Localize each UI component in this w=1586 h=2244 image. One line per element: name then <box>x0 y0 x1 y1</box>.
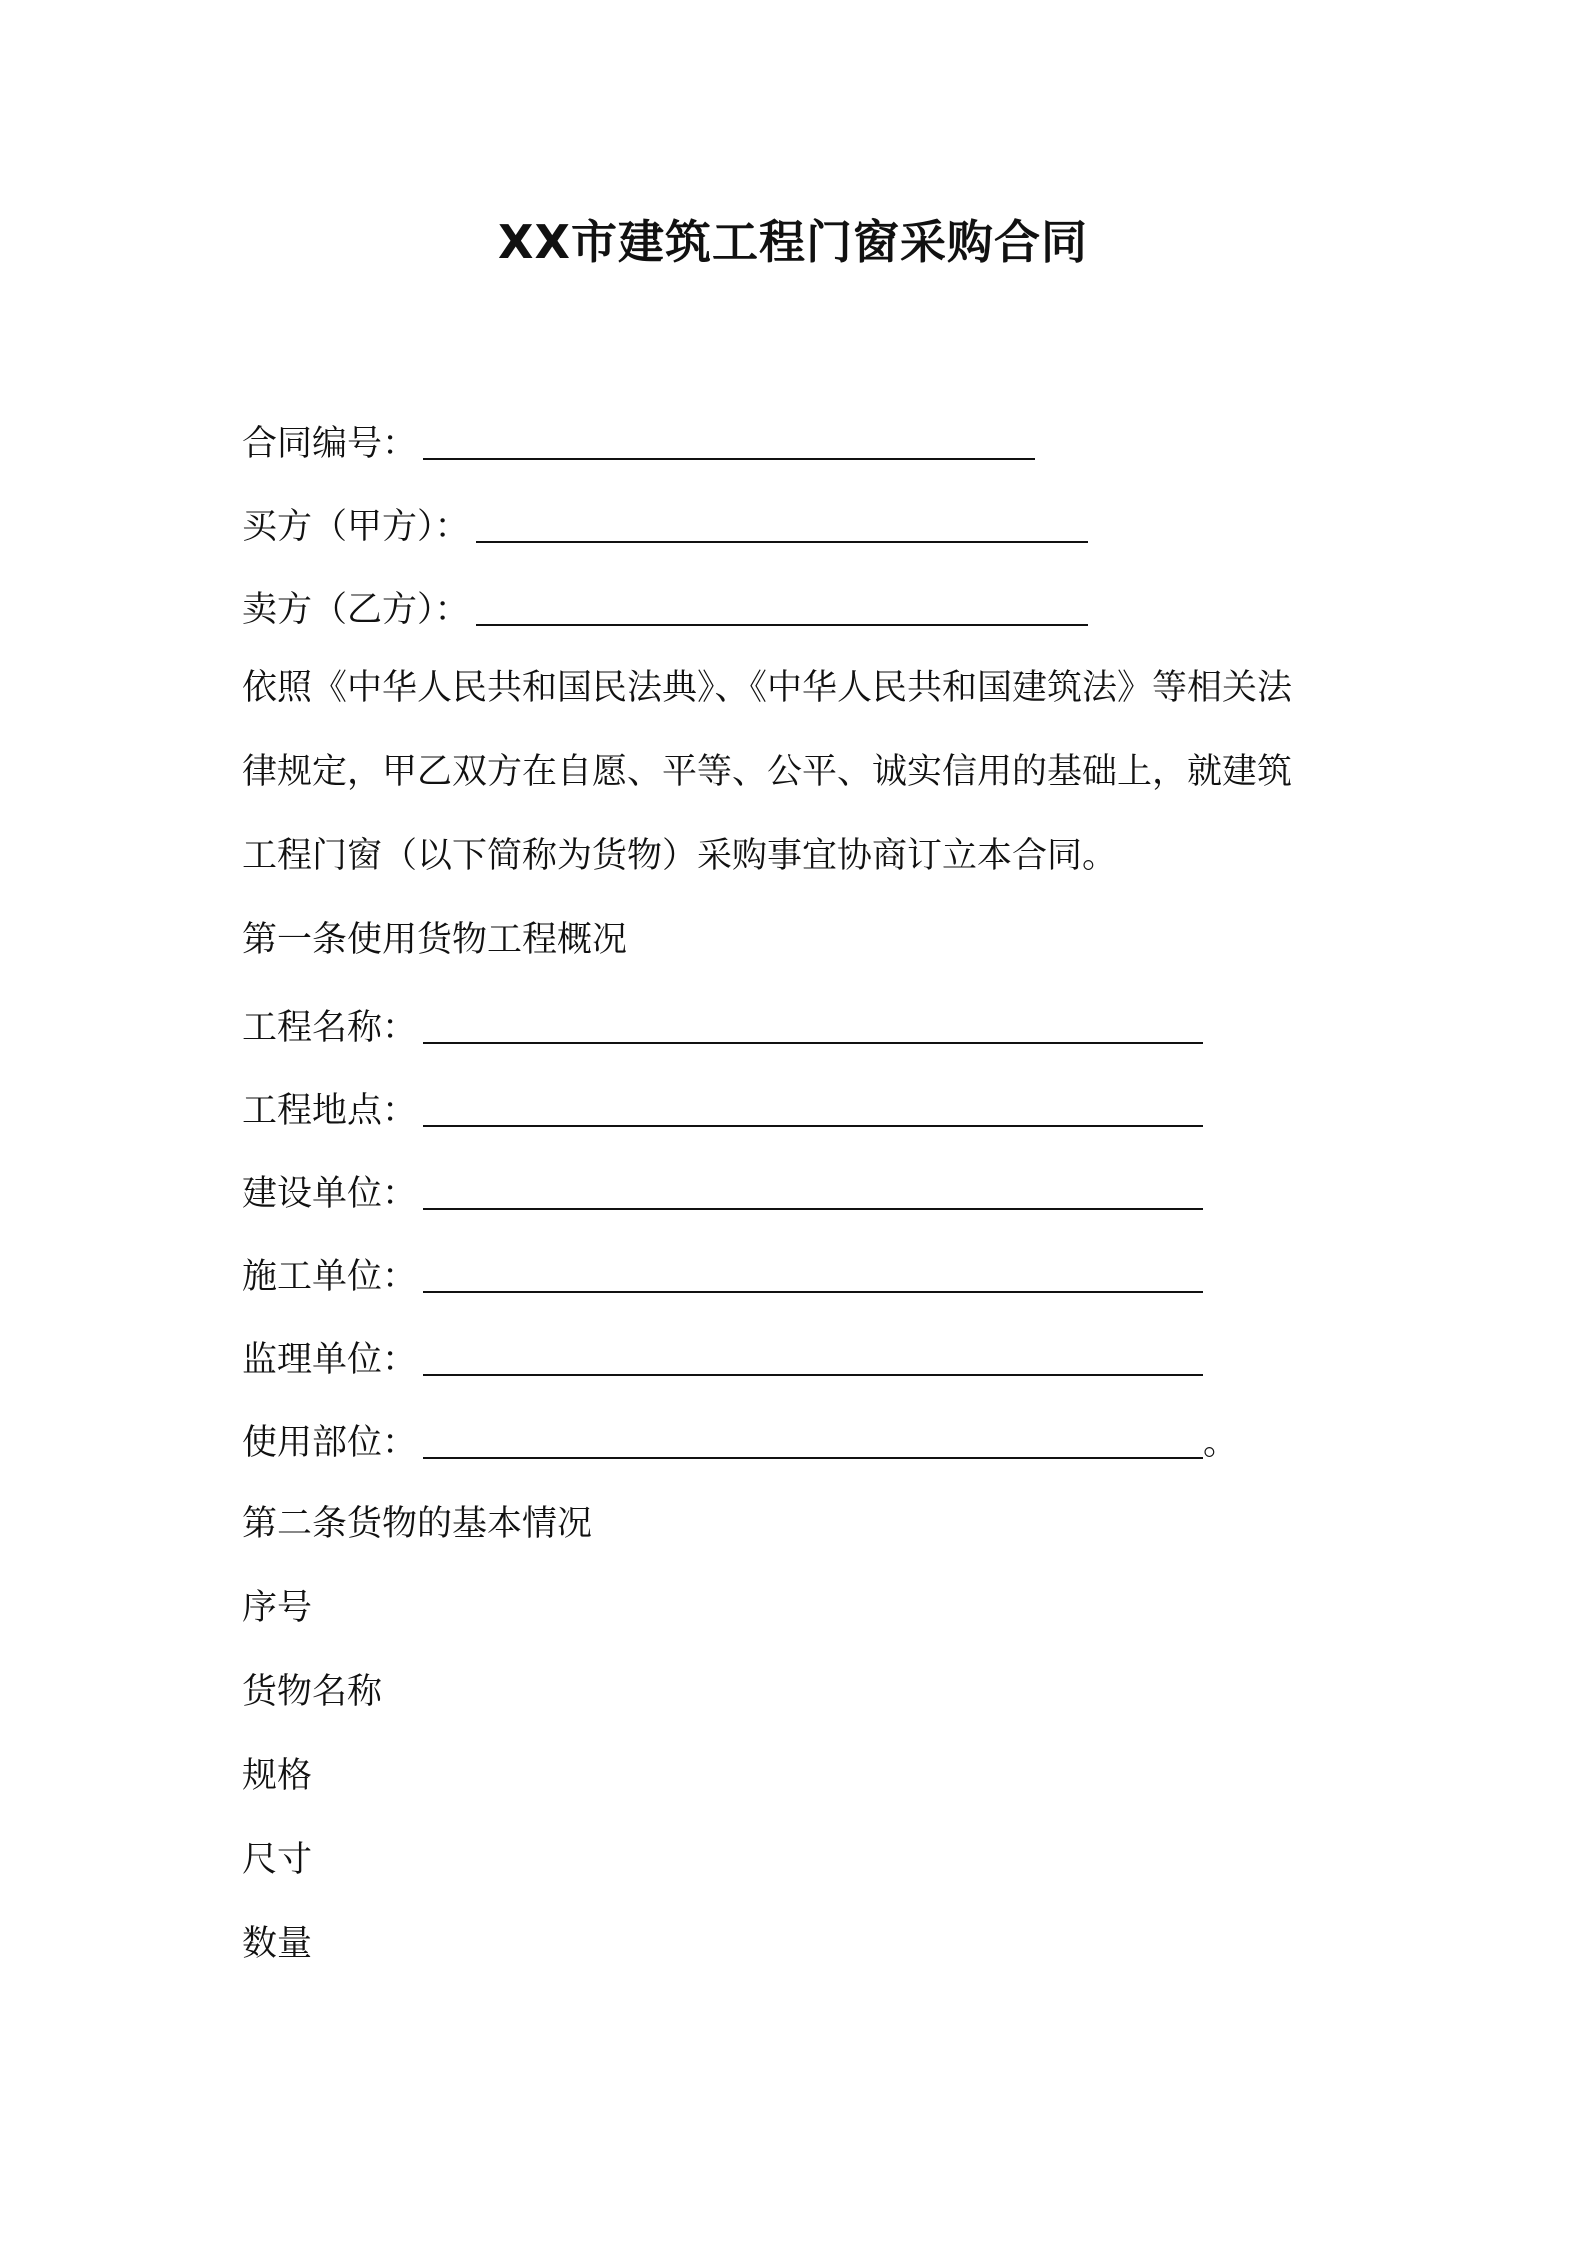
seller-blank[interactable] <box>476 594 1088 626</box>
project-location-blank[interactable] <box>423 1095 1203 1127</box>
goods-item-size: 尺寸 <box>242 1840 313 1880</box>
goods-item-name: 货物名称 <box>242 1672 383 1712</box>
construction-unit-label: 建设单位： <box>242 1174 418 1214</box>
seller-field <box>242 586 1088 634</box>
intro-line-1: 依照《中华人民共和国民法典》、《中华人民共和国建筑法》等相关法 <box>242 668 1293 708</box>
builder-unit-field <box>242 1253 1203 1301</box>
article2-heading: 第二条货物的基本情况 <box>242 1504 593 1544</box>
usage-location-blank[interactable] <box>423 1427 1203 1459</box>
usage-location-field <box>242 1419 1238 1467</box>
project-location-field <box>242 1087 1203 1135</box>
document-title: XX市建筑工程门窗采购合同 <box>498 215 1088 269</box>
supervision-unit-blank[interactable] <box>423 1344 1203 1376</box>
construction-unit-field <box>242 1170 1203 1218</box>
article1-heading: 第一条使用货物工程概况 <box>242 920 628 960</box>
goods-item-quantity: 数量 <box>242 1924 313 1964</box>
goods-item-spec: 规格 <box>242 1756 313 1796</box>
project-name-field <box>242 1004 1203 1052</box>
supervision-unit-label: 监理单位： <box>242 1340 418 1380</box>
contract-number-label: 合同编号： <box>242 424 418 464</box>
contract-number-field <box>242 420 1035 468</box>
buyer-field <box>242 503 1088 551</box>
project-name-label: 工程名称： <box>242 1008 418 1048</box>
usage-location-label: 使用部位： <box>242 1423 418 1463</box>
builder-unit-blank[interactable] <box>423 1261 1203 1293</box>
contract-number-blank[interactable] <box>423 428 1035 460</box>
intro-line-3: 工程门窗（以下简称为货物）采购事宜协商订立本合同。 <box>242 836 1118 876</box>
project-location-label: 工程地点： <box>242 1091 418 1131</box>
construction-unit-blank[interactable] <box>423 1178 1203 1210</box>
goods-item-serial: 序号 <box>242 1588 313 1628</box>
builder-unit-label: 施工单位： <box>242 1257 418 1297</box>
usage-location-suffix: 。 <box>1203 1423 1239 1463</box>
seller-label: 卖方（乙方）： <box>242 590 470 630</box>
supervision-unit-field <box>242 1336 1203 1384</box>
project-name-blank[interactable] <box>423 1012 1203 1044</box>
buyer-blank[interactable] <box>476 511 1088 543</box>
intro-line-2: 律规定，甲乙双方在自愿、平等、公平、诚实信用的基础上，就建筑 <box>242 752 1293 792</box>
buyer-label: 买方（甲方）： <box>242 507 470 547</box>
